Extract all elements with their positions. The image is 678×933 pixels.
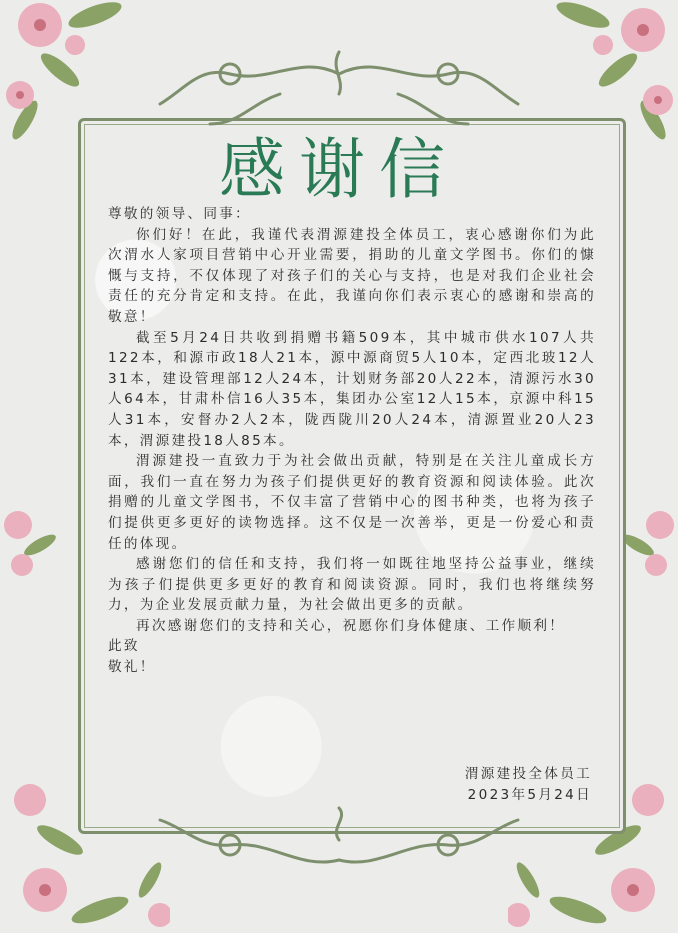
paragraph-4: 感谢您们的信任和支持，我们将一如既往地坚持公益事业，继续为孩子们提供更多更好的教育和阅读资源。同时，我们也将继续努力，为企业发展贡献力量，为社会做出更多的贡献。 xyxy=(108,556,596,614)
closing-line-2: 敬礼！ xyxy=(108,659,156,676)
closing-line-1: 此致 xyxy=(108,638,140,655)
paragraph-5: 再次感谢您们的支持和关心，祝愿你们身体健康、工作顺利！ xyxy=(136,617,566,634)
signature: 渭源建投全体员工 xyxy=(464,766,592,782)
letter-title: 感谢信 xyxy=(219,131,459,208)
paragraph-1: 你们好！在此，我谨代表渭源建投全体员工，衷心感谢你们为此次渭水人家项目营销中心开业需要，捐助的儿童文学图书。你们的慷慨与支持，不仅体现了对孩子们的关心与支持，也是对我们企业社会责任的充分肯定和支持。在此，我谨向你们表示衷心的感谢和崇高的敬意！ xyxy=(108,226,596,325)
flower-right-middle-decoration xyxy=(618,495,678,595)
letter-body xyxy=(108,204,596,678)
scroll-ornament-bottom-decoration xyxy=(130,800,548,870)
letter-date: 2023年5月24日 xyxy=(467,786,592,803)
paragraph-3: 渭源建投一直致力于为社会做出贡献，特别是在关注儿童成长方面，我们一直在努力为孩子们提供更好的教育资源和阅读体验。此次捐赠的儿童文学图书，不仅丰富了营销中心的图书种类，也将为孩子们提供更多更好的读物选择。这不仅是一次善举，更是一份爱心和责任的体现。 xyxy=(108,453,596,552)
signature-block xyxy=(372,764,592,805)
flower-left-middle-decoration xyxy=(0,495,60,595)
paragraph-2: 截至5月24日共收到捐赠书籍509本，其中城市供水107人共122本，和源市政18人21本，源中源商贸5人10本，定西北玻12人31本，建设管理部12人24本，计划财务部20人22本，清源污水30人64本，甘肃朴信16人35本，集团办公室12人15本，京源中科15人31本，安督办2人2本，陇西陇川20人24本，清源置业20人23本，渭源建投18人85本。 xyxy=(108,329,596,449)
greeting: 尊敬的领导、同事： xyxy=(108,206,252,222)
